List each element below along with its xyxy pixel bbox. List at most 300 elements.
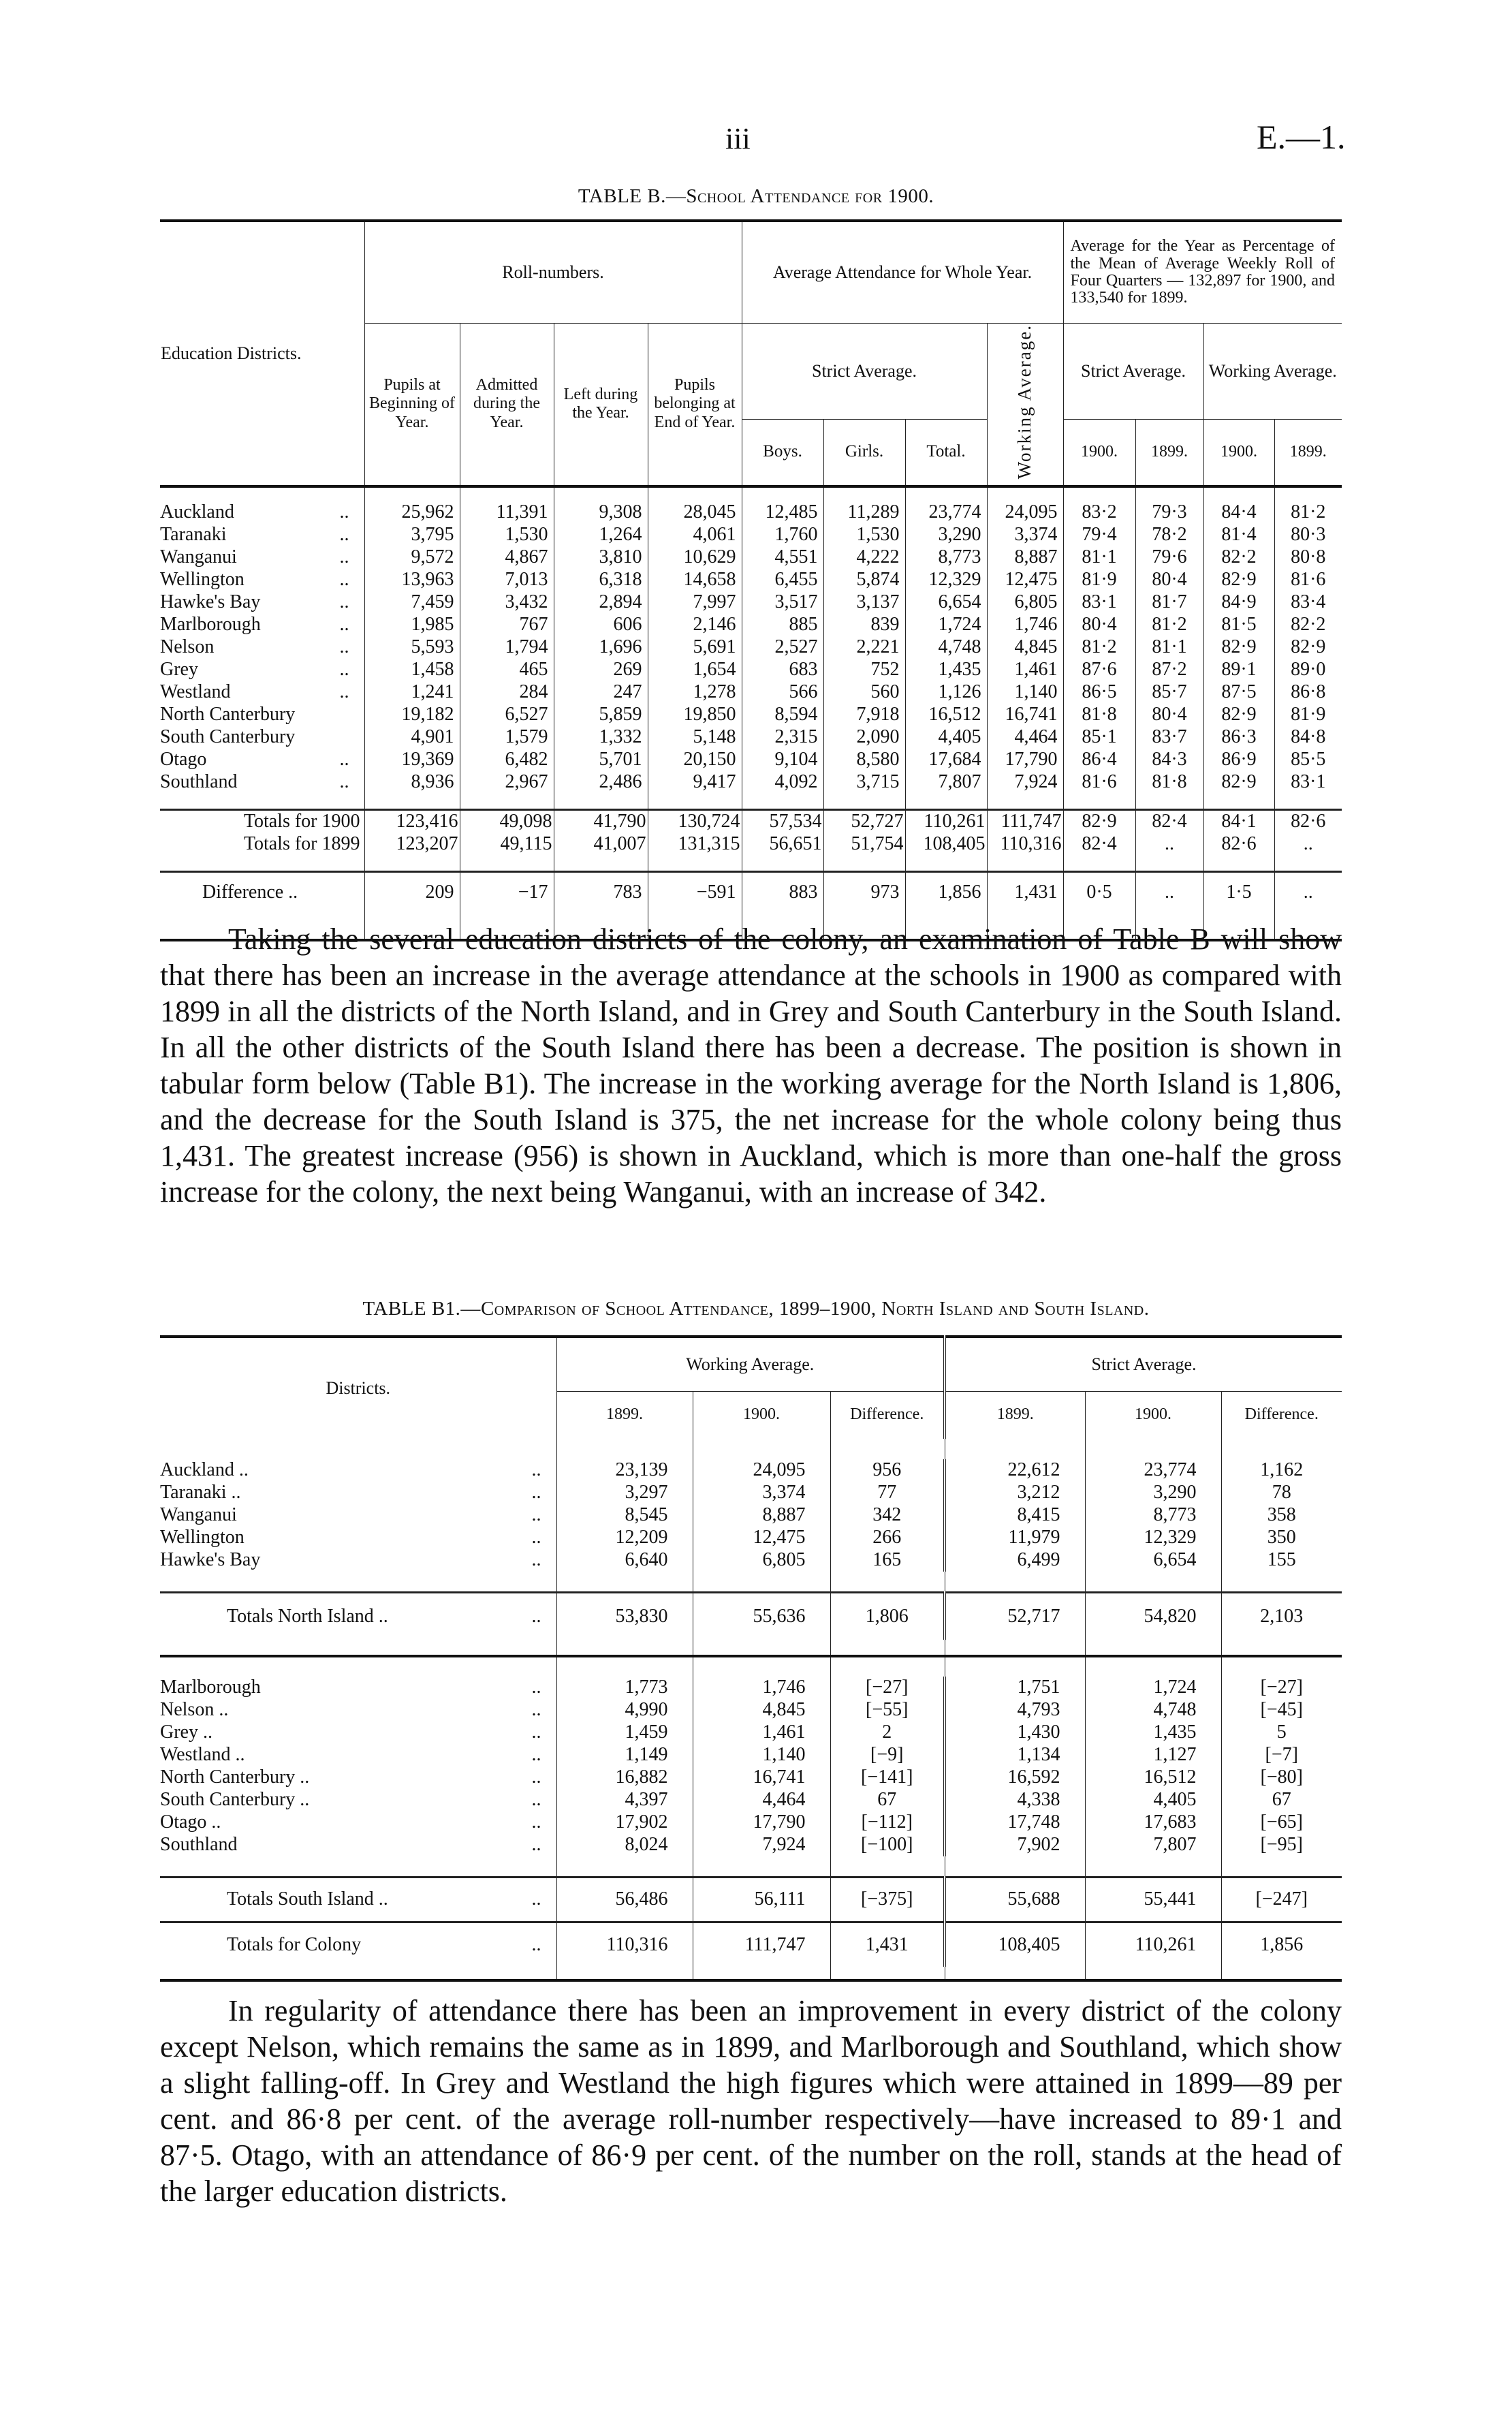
cell-s1900: 1,724: [1085, 1677, 1221, 1699]
leader-dots: ..: [531, 1482, 541, 1504]
district-name: [160, 1677, 556, 1699]
cell-working: 110,316: [987, 833, 1063, 856]
cell-w1900: 84·9: [1203, 591, 1274, 614]
cell-w1900: 24,095: [693, 1459, 830, 1482]
spacer-row: [160, 1640, 1342, 1656]
cell-begin: 13,963: [364, 569, 460, 591]
cell-boys: 2,315: [742, 726, 823, 749]
leader-dots: ..: [339, 636, 349, 658]
district-label: North Canterbury: [160, 704, 296, 726]
district-label: South Canterbury: [160, 726, 296, 748]
cell-boys: 56,651: [742, 833, 823, 856]
cell-w1899: 82·9: [1274, 636, 1342, 659]
cell-sdiff: 1,856: [1221, 1922, 1342, 1967]
cell-admitted: 1,530: [460, 524, 554, 546]
cell-s1900: 8,773: [1085, 1504, 1221, 1527]
cell-sdiff: 155: [1221, 1549, 1342, 1572]
cell-boys: 6,455: [742, 569, 823, 591]
cell-total: 3,290: [905, 524, 987, 546]
cell-s1899: 78·2: [1135, 524, 1203, 546]
cell-total: 1,724: [905, 614, 987, 636]
leader-dots: ..: [531, 1766, 541, 1788]
cell-total: 6,654: [905, 591, 987, 614]
cell-boys: 1,760: [742, 524, 823, 546]
cell-wdiff: [−375]: [830, 1877, 945, 1922]
district-label: Otago ..: [160, 1811, 221, 1833]
cell-w1899: 86·8: [1274, 681, 1342, 704]
cell-begin: 209: [364, 872, 460, 913]
header-education-districts: Education Districts.: [161, 343, 302, 364]
cell-s1900: 82·4: [1063, 833, 1135, 856]
district-label: Hawke's Bay: [160, 1549, 261, 1571]
cell-w1900: 17,790: [693, 1811, 830, 1834]
district-label: Auckland ..: [160, 1459, 249, 1481]
district-name: [160, 771, 364, 794]
cell-sdiff: [−7]: [1221, 1744, 1342, 1766]
cell-end: 4,061: [648, 524, 742, 546]
cell-s1899: 81·2: [1135, 614, 1203, 636]
cell-left: 41,007: [554, 833, 648, 856]
leader-dots: ..: [531, 1811, 541, 1833]
cell-w1900: 4,845: [693, 1699, 830, 1722]
district-label: Taranaki ..: [160, 1482, 241, 1504]
cell-left: 247: [554, 681, 648, 704]
cell-s1899: 79·3: [1135, 501, 1203, 524]
cell-sdiff: 5: [1221, 1722, 1342, 1744]
cell-begin: 3,795: [364, 524, 460, 546]
cell-boys: 2,527: [742, 636, 823, 659]
cell-girls: 51,754: [823, 833, 905, 856]
cell-admitted: 6,482: [460, 749, 554, 771]
cell-admitted: −17: [460, 872, 554, 913]
leader-dots: ..: [531, 1504, 541, 1526]
cell-w1900: 84·1: [1203, 810, 1274, 833]
district-name: [160, 1744, 556, 1766]
district-name: [160, 1922, 556, 1967]
cell-s1900: 16,512: [1085, 1766, 1221, 1789]
cell-w1899: 1,459: [556, 1722, 693, 1744]
district-name: [160, 636, 364, 659]
document-code: E.—1.: [1257, 118, 1346, 156]
cell-w1899: ..: [1274, 833, 1342, 856]
cell-s1899: ..: [1135, 872, 1203, 913]
cell-total: 12,329: [905, 569, 987, 591]
district-name: [160, 659, 364, 681]
district-name: [160, 614, 364, 636]
cell-w1900: 81·4: [1203, 524, 1274, 546]
header-strict-1899: 1899.: [945, 1391, 1085, 1439]
cell-wdiff: [−27]: [830, 1677, 945, 1699]
cell-boys: 3,517: [742, 591, 823, 614]
table-b-title: TABLE B.—School Attendance for 1900.: [578, 185, 934, 207]
cell-girls: 11,289: [823, 501, 905, 524]
cell-s1899: 83·7: [1135, 726, 1203, 749]
cell-sdiff: 2,103: [1221, 1592, 1342, 1640]
cell-total: 110,261: [905, 810, 987, 833]
cell-w1900: 1·5: [1203, 872, 1274, 913]
cell-wdiff: 956: [830, 1459, 945, 1482]
cell-left: 2,894: [554, 591, 648, 614]
district-name: [160, 591, 364, 614]
cell-girls: 4,222: [823, 546, 905, 569]
cell-w1900: 3,374: [693, 1482, 830, 1504]
district-label: Marlborough: [160, 614, 261, 636]
cell-s1900: 86·4: [1063, 749, 1135, 771]
cell-w1899: 83·1: [1274, 771, 1342, 794]
cell-s1899: 8,415: [945, 1504, 1085, 1527]
cell-boys: 8,594: [742, 704, 823, 726]
cell-left: 6,318: [554, 569, 648, 591]
cell-left: 606: [554, 614, 648, 636]
cell-end: −591: [648, 872, 742, 913]
header-girls: Girls.: [823, 419, 905, 486]
cell-w1900: 82·9: [1203, 569, 1274, 591]
cell-end: 1,654: [648, 659, 742, 681]
header-working-1899: 1899.: [556, 1391, 693, 1439]
cell-w1899: 1,149: [556, 1744, 693, 1766]
cell-begin: 8,936: [364, 771, 460, 794]
header-total: Total.: [905, 419, 987, 486]
district-name: [160, 1549, 556, 1572]
leader-dots: ..: [339, 591, 349, 613]
header-working-difference: Difference.: [830, 1391, 945, 1439]
leader-dots: ..: [339, 659, 349, 681]
district-name: [160, 1527, 556, 1549]
leader-dots: ..: [339, 681, 349, 703]
district-name: [160, 501, 364, 524]
cell-left: 3,810: [554, 546, 648, 569]
cell-s1900: 110,261: [1085, 1922, 1221, 1967]
cell-s1900: 83·1: [1063, 591, 1135, 614]
cell-admitted: 465: [460, 659, 554, 681]
cell-sdiff: 1,162: [1221, 1459, 1342, 1482]
table-row: [160, 1527, 1342, 1549]
cell-boys: 885: [742, 614, 823, 636]
district-label: North Canterbury ..: [160, 1766, 310, 1788]
cell-end: 130,724: [648, 810, 742, 833]
leader-dots: ..: [339, 569, 349, 591]
leader-dots: ..: [339, 501, 349, 523]
district-label: Hawke's Bay: [160, 591, 261, 613]
header-working-average: Working Average.: [556, 1337, 945, 1391]
table-row: [160, 1699, 1342, 1722]
table-row: [160, 1677, 1342, 1699]
district-name: [160, 1459, 556, 1482]
header-average-attendance: Average Attendance for Whole Year.: [742, 221, 1063, 323]
cell-total: 1,435: [905, 659, 987, 681]
cell-total: 16,512: [905, 704, 987, 726]
cell-end: 5,148: [648, 726, 742, 749]
cell-sdiff: [−247]: [1221, 1877, 1342, 1922]
cell-wdiff: [−141]: [830, 1766, 945, 1789]
cell-girls: 2,090: [823, 726, 905, 749]
cell-s1899: 55,688: [945, 1877, 1085, 1922]
table-b: [160, 219, 1342, 941]
cell-left: 269: [554, 659, 648, 681]
cell-s1900: 81·9: [1063, 569, 1135, 591]
cell-s1899: 6,499: [945, 1549, 1085, 1572]
cell-girls: 2,221: [823, 636, 905, 659]
cell-w1899: 1,773: [556, 1677, 693, 1699]
header-left: Left during the Year.: [554, 323, 648, 486]
cell-girls: 1,530: [823, 524, 905, 546]
table-row: [160, 591, 1342, 614]
cell-s1899: 79·6: [1135, 546, 1203, 569]
spacer-row: [160, 1967, 1342, 1980]
cell-w1899: 84·8: [1274, 726, 1342, 749]
cell-s1899: 80·4: [1135, 569, 1203, 591]
district-label: Nelson: [160, 636, 215, 658]
header-working-1900: 1900.: [1203, 419, 1274, 486]
cell-s1899: 84·3: [1135, 749, 1203, 771]
cell-girls: 560: [823, 681, 905, 704]
cell-s1899: 3,212: [945, 1482, 1085, 1504]
district-label: Southland: [160, 1834, 238, 1856]
spacer-row: [160, 1656, 1342, 1677]
cell-s1900: 1,127: [1085, 1744, 1221, 1766]
district-label: Otago: [160, 749, 207, 770]
cell-w1899: 81·9: [1274, 704, 1342, 726]
cell-s1899: 87·2: [1135, 659, 1203, 681]
cell-girls: 3,715: [823, 771, 905, 794]
leader-dots: ..: [531, 1722, 541, 1743]
cell-s1900: 12,329: [1085, 1527, 1221, 1549]
cell-boys: 4,092: [742, 771, 823, 794]
cell-girls: 3,137: [823, 591, 905, 614]
district-name: [160, 546, 364, 569]
cell-s1899: 1,751: [945, 1677, 1085, 1699]
district-label: Marlborough: [160, 1677, 261, 1698]
cell-begin: 7,459: [364, 591, 460, 614]
cell-end: 10,629: [648, 546, 742, 569]
cell-admitted: 767: [460, 614, 554, 636]
cell-working: 24,095: [987, 501, 1063, 524]
cell-s1900: 1,435: [1085, 1722, 1221, 1744]
cell-total: 23,774: [905, 501, 987, 524]
cell-s1900: 81·1: [1063, 546, 1135, 569]
cell-s1900: 4,405: [1085, 1789, 1221, 1811]
difference-row: [160, 872, 1342, 913]
cell-boys: 683: [742, 659, 823, 681]
leader-dots: ..: [531, 1789, 541, 1811]
cell-left: 2,486: [554, 771, 648, 794]
cell-working: 7,924: [987, 771, 1063, 794]
table-row: [160, 1766, 1342, 1789]
cell-sdiff: [−80]: [1221, 1766, 1342, 1789]
cell-s1899: 81·1: [1135, 636, 1203, 659]
cell-sdiff: 67: [1221, 1789, 1342, 1811]
totals-row: [160, 810, 1342, 833]
spacer-row: [160, 856, 1342, 872]
cell-s1899: 17,748: [945, 1811, 1085, 1834]
district-label: Wellington: [160, 569, 245, 591]
cell-total: 7,807: [905, 771, 987, 794]
cell-left: 1,696: [554, 636, 648, 659]
table-row: [160, 524, 1342, 546]
cell-admitted: 49,115: [460, 833, 554, 856]
district-name: [160, 1592, 556, 1640]
cell-working: 4,464: [987, 726, 1063, 749]
cell-w1900: 12,475: [693, 1527, 830, 1549]
cell-w1899: 12,209: [556, 1527, 693, 1549]
cell-sdiff: 350: [1221, 1527, 1342, 1549]
cell-s1899: 1,134: [945, 1744, 1085, 1766]
cell-w1900: 82·2: [1203, 546, 1274, 569]
cell-w1900: 1,746: [693, 1677, 830, 1699]
cell-boys: 566: [742, 681, 823, 704]
cell-w1900: 56,111: [693, 1877, 830, 1922]
spacer-row: [160, 486, 1342, 501]
cell-boys: 9,104: [742, 749, 823, 771]
cell-begin: 123,416: [364, 810, 460, 833]
header-admitted: Admitted during the Year.: [460, 323, 554, 486]
district-label: Wellington: [160, 1527, 245, 1548]
totals-label: Totals for Colony: [227, 1933, 362, 1955]
cell-begin: 5,593: [364, 636, 460, 659]
cell-w1899: 82·2: [1274, 614, 1342, 636]
cell-working: 111,747: [987, 810, 1063, 833]
totals-label: Totals North Island ..: [227, 1605, 388, 1627]
cell-girls: 7,918: [823, 704, 905, 726]
cell-w1900: 8,887: [693, 1504, 830, 1527]
cell-left: 783: [554, 872, 648, 913]
cell-end: 7,997: [648, 591, 742, 614]
cell-w1900: 82·9: [1203, 771, 1274, 794]
district-name: [160, 1699, 556, 1722]
cell-admitted: 49,098: [460, 810, 554, 833]
cell-s1900: 6,654: [1085, 1549, 1221, 1572]
cell-admitted: 4,867: [460, 546, 554, 569]
cell-s1899: 52,717: [945, 1592, 1085, 1640]
cell-wdiff: 77: [830, 1482, 945, 1504]
totals-row: [160, 833, 1342, 856]
district-name: [160, 1504, 556, 1527]
cell-admitted: 2,967: [460, 771, 554, 794]
cell-wdiff: 165: [830, 1549, 945, 1572]
table-row: [160, 501, 1342, 524]
leader-dots: ..: [531, 1677, 541, 1698]
cell-w1899: 23,139: [556, 1459, 693, 1482]
cell-s1899: 81·8: [1135, 771, 1203, 794]
cell-w1900: 6,805: [693, 1549, 830, 1572]
cell-wdiff: 2: [830, 1722, 945, 1744]
cell-s1900: 0·5: [1063, 872, 1135, 913]
district-label: Westland ..: [160, 1744, 245, 1766]
cell-end: 5,691: [648, 636, 742, 659]
district-label: Wanganui: [160, 1504, 237, 1526]
cell-s1900: 81·8: [1063, 704, 1135, 726]
district-label: Auckland: [160, 501, 234, 523]
header-working-1900: 1900.: [693, 1391, 830, 1439]
cell-w1900: 86·9: [1203, 749, 1274, 771]
cell-w1900: 1,461: [693, 1722, 830, 1744]
cell-begin: 1,985: [364, 614, 460, 636]
cell-begin: 1,458: [364, 659, 460, 681]
table-b1: [160, 1335, 1342, 1982]
table-row: [160, 636, 1342, 659]
leader-dots: ..: [339, 749, 349, 770]
cell-w1899: 17,902: [556, 1811, 693, 1834]
cell-s1900: 7,807: [1085, 1834, 1221, 1856]
cell-begin: 9,572: [364, 546, 460, 569]
cell-s1900: 79·4: [1063, 524, 1135, 546]
leader-dots: ..: [531, 1605, 541, 1627]
district-name: [160, 1789, 556, 1811]
cell-w1899: 8,024: [556, 1834, 693, 1856]
cell-w1899: 8,545: [556, 1504, 693, 1527]
table-b1-title: TABLE B1.—Comparison of School Attendance, 1899–1900, North Island and South Island.: [362, 1298, 1150, 1320]
cell-working: 3,374: [987, 524, 1063, 546]
cell-w1899: 85·5: [1274, 749, 1342, 771]
cell-total: 8,773: [905, 546, 987, 569]
header-working-average: Working Average.: [987, 323, 1063, 486]
district-label: Nelson ..: [160, 1699, 229, 1721]
cell-s1899: 11,979: [945, 1527, 1085, 1549]
cell-s1900: 54,820: [1085, 1592, 1221, 1640]
cell-admitted: 1,579: [460, 726, 554, 749]
cell-s1899: 7,902: [945, 1834, 1085, 1856]
leader-dots: ..: [531, 1459, 541, 1481]
header-pupils-end: Pupils belonging at End of Year.: [648, 323, 742, 486]
district-name: [160, 524, 364, 546]
cell-sdiff: [−45]: [1221, 1699, 1342, 1722]
cell-w1899: 4,397: [556, 1789, 693, 1811]
header-strict-average: Strict Average.: [945, 1337, 1342, 1391]
leader-dots: ..: [531, 1744, 541, 1766]
table-row: [160, 614, 1342, 636]
cell-girls: 52,727: [823, 810, 905, 833]
cell-girls: 5,874: [823, 569, 905, 591]
header-pupils-beginning: Pupils at Beginning of Year.: [364, 323, 460, 486]
cell-w1899: 16,882: [556, 1766, 693, 1789]
cell-end: 20,150: [648, 749, 742, 771]
district-name: [160, 749, 364, 771]
cell-w1900: 82·9: [1203, 704, 1274, 726]
cell-admitted: 6,527: [460, 704, 554, 726]
cell-w1899: 81·6: [1274, 569, 1342, 591]
paragraph-table-b-summary: Taking the several education districts of the colony, an examination of Table B will show that there has been an increase in the average attendance at the schools in 1900 as compared with 1899 in all the districts of the North Island, and in Grey and South Canterbury in the South Island. In all the other districts of the South Island there has been a decrease. The position is shown in tabular form below (Table B1). The increase in the working average for the North Island is 1,806, and the decrease for the South Island is 375, the net increase for the whole colony being thus 1,431. The greatest increase (956) is shown in Auckland, which is more than one-half the gross increase for the colony, the next being Wanganui, with an increase of 342.: [160, 922, 1342, 1209]
cell-wdiff: 266: [830, 1527, 945, 1549]
cell-left: 41,790: [554, 810, 648, 833]
spacer-row: [160, 1572, 1342, 1592]
header-strict-average: Strict Average.: [742, 323, 987, 419]
paragraph-regularity: In regularity of attendance there has been an improvement in every district of the colony except Nelson, which remains the same as in 1899, and Marlborough and Southland, which show a slight falling-off. In Grey and Westland the high figures which were attained in 1899—89 per cent. and 86·8 per cent. of the average roll-number respectively—have increased to 89·1 and 87·5. Otago, with an attendance of 86·9 per cent. of the number on the roll, stands at the head of the larger education districts.: [160, 1994, 1342, 2208]
header-strict-1899: 1899.: [1135, 419, 1203, 486]
cell-w1900: 82·9: [1203, 636, 1274, 659]
cell-end: 2,146: [648, 614, 742, 636]
cell-working: 17,790: [987, 749, 1063, 771]
cell-w1899: ..: [1274, 872, 1342, 913]
district-name: [160, 1811, 556, 1834]
cell-total: 4,748: [905, 636, 987, 659]
cell-admitted: 3,432: [460, 591, 554, 614]
cell-girls: 973: [823, 872, 905, 913]
cell-s1900: 81·2: [1063, 636, 1135, 659]
cell-sdiff: [−65]: [1221, 1811, 1342, 1834]
cell-boys: 4,551: [742, 546, 823, 569]
cell-begin: 1,241: [364, 681, 460, 704]
district-name: [160, 726, 364, 749]
cell-s1899: 4,338: [945, 1789, 1085, 1811]
cell-s1900: 17,683: [1085, 1811, 1221, 1834]
district-label: Grey ..: [160, 1722, 212, 1743]
cell-total: 17,684: [905, 749, 987, 771]
cell-total: 4,405: [905, 726, 987, 749]
cell-w1900: 111,747: [693, 1922, 830, 1967]
table-row: [160, 749, 1342, 771]
cell-wdiff: [−55]: [830, 1699, 945, 1722]
cell-working: 16,741: [987, 704, 1063, 726]
